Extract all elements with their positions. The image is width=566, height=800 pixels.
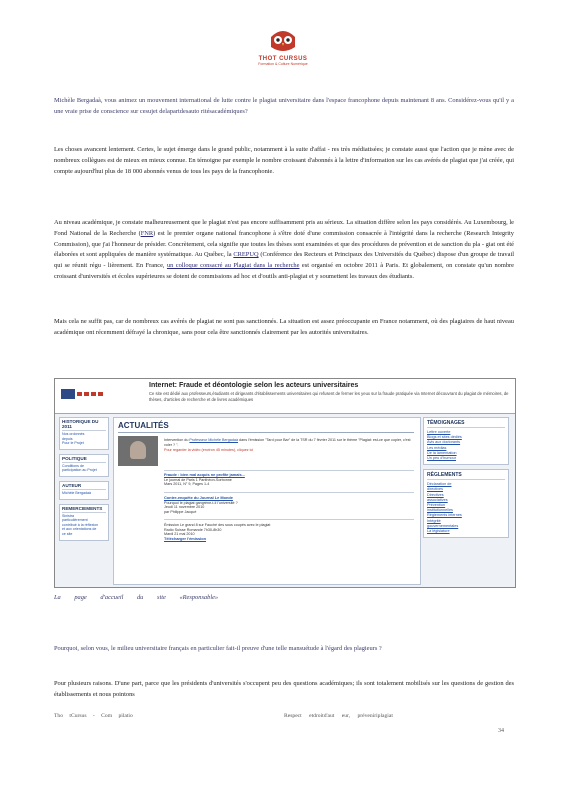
logo-tagline: Formation & Culture Numérique	[258, 62, 308, 66]
owl-logo-icon	[266, 25, 300, 55]
crepuq-link[interactable]: CREPUQ	[233, 251, 259, 259]
sidebar-box-remerciements	[59, 504, 109, 541]
answer-2-part-4: est organisé en octobre 2011 à Paris. Et globalement, on constate qu'un nombre croissant d'universités et écoles supérieures se dotent de commissions ad hoc et d'outils anti-plagiat et y soumettent les travaux des étudiants.	[54, 262, 514, 280]
site-title: Internet: Fraude et déontologie selon les acteurs universitaires	[149, 382, 359, 389]
sidebar-link[interactable]: Un peu d'humour	[427, 456, 457, 461]
sidebar-link[interactable]: et aux orientations de	[62, 527, 97, 532]
news-panel	[113, 417, 421, 585]
news-1-body: dans l'émission "Tard pour Bar" de la TSR du 7 février 2011 sur le thème "Plagiat: est-ce que copier, c'est voler ? ".	[164, 438, 411, 447]
sidebar-link[interactable]: gouvernementales	[427, 523, 459, 528]
sidebar-link[interactable]: contribué à la réflexion	[62, 522, 99, 527]
divider	[164, 519, 414, 520]
news-3-line-1: Pourquoi le plagiat gangrène-t-il l'université ?	[164, 500, 238, 505]
news-item-4	[164, 523, 414, 542]
answer-paragraph-3: Mais cela ne suffit pas, car de nombreux cas avérés de plagiat ne sont pas sanctionnés. La situation est assez préoccupante en France notamment, où des plagiaires de haut niveau académique ont récemment défrayé la chronique, sans pour cela être sanctionnés clairement par les autorités universitaires.	[54, 318, 514, 336]
divider	[164, 470, 414, 471]
sidebar-link[interactable]: La législature	[427, 529, 450, 534]
news-item-1	[164, 438, 414, 452]
sidebar-link[interactable]: Avis aux doctorants	[427, 440, 461, 445]
sidebar-box-temoignages	[423, 417, 509, 465]
site-logo-icon	[61, 387, 109, 401]
news-2-source: Le journal de Paris 1 Panthéon-Sorbonne	[164, 477, 232, 482]
news-item-2	[164, 473, 414, 487]
news-3-title[interactable]: Contre-enquête du Journal Le Monde	[164, 495, 233, 500]
sidebar-link[interactable]: Conditions de	[62, 463, 84, 468]
sidebar-box-reglements	[423, 469, 509, 538]
fnr-link[interactable]: FNR	[140, 229, 154, 237]
video-thumbnail[interactable]	[118, 436, 158, 466]
sidebar-link[interactable]: participation au Projet	[62, 468, 97, 473]
sidebar-link[interactable]: particulièrement	[62, 518, 88, 523]
sidebar-box-title: RÈGLEMENTS	[427, 472, 505, 480]
sidebar-link[interactable]: Prévention	[427, 503, 446, 508]
answer-2-part-1: Au niveau académique, je constate malheureusement que le plagiat n'est pas encore suffisamment pris au sérieux. La situation diffère selon les pays considérés. Au Luxembourg, le Fond National de la Recherche (	[54, 219, 514, 237]
figure-caption: La page d'accueil du site «Responsable»	[54, 594, 219, 601]
professor-link[interactable]: Professeur Michèle Bergadaà	[189, 438, 239, 442]
sidebar-box-title: REMERCIEMENTS	[62, 506, 106, 513]
sidebar-box-title: HISTORIQUE DU 2011	[62, 419, 106, 431]
news-4-line-1: Émission Le grand 8 sur Fauché des sous coupés avec le plagiat	[164, 523, 271, 527]
news-2-title[interactable]: Fraude : bien mal acquis ne profite jamais...	[164, 472, 245, 477]
answer-paragraph-2	[54, 218, 514, 283]
sidebar-link[interactable]: Règlements internes	[427, 513, 462, 518]
divider	[118, 432, 414, 433]
logo-name: THOT CURSUS	[258, 56, 308, 62]
news-3-line-3: par Philippe Jacqué	[164, 510, 197, 515]
website-screenshot	[54, 378, 516, 588]
sidebar-link[interactable]: Les médias	[427, 445, 447, 450]
sidebar-box-auteur	[59, 481, 109, 500]
sidebar-link[interactable]: Pour le Projet	[62, 441, 84, 446]
sidebar-link[interactable]: associatives	[427, 497, 448, 502]
video-link[interactable]: Pour regarder la vidéo (environ 45 minutes), cliquez ici	[164, 447, 254, 452]
answer-2-part-3: (Conférence des Recteurs et Principaux des Universités du Québec) dispose d'un groupe de travail qui se réunit régu - lièrement. En France,	[54, 251, 514, 270]
sidebar-link[interactable]: depuis	[62, 436, 73, 441]
footer-right: Respect etdroitd'aut eur, préveniriplagiat	[284, 713, 393, 719]
news-4-line-2: Radio Suisse Romande 7h30-8h30	[164, 527, 222, 532]
question-1: Michèle Bergadaà, vous animez un mouvement international de lutte contre le plagiat universitaire dans l'espace francophone depuis maintenant 8 ans. Considérez-vous qu'il y a une vraie prise de conscience sur cesujet delapartdesauto ritésacadémiques?	[54, 97, 514, 115]
sidebar-link[interactable]: directives	[427, 487, 444, 492]
news-2-date: Mars 2011, N° 9, Pages 1-4	[164, 482, 210, 487]
sidebar-link[interactable]: Nos ordonnés	[62, 432, 85, 436]
sidebar-link[interactable]: Lettre ouverte	[427, 430, 451, 434]
news-item-3	[164, 496, 414, 515]
site-description: Ce site est dédié aux professeurs,étudiants et dirigeants d'établissements universitaires qui refusent de fermer les yeux sur la fraude pratiquée via Internet découvrant du plagiat de mémoires, de thèses, d'articles de recherche et de livres académiques	[149, 391, 509, 402]
news-3-line-2: Jeudi 11 novembre 2010	[164, 505, 205, 510]
left-sidebar	[59, 417, 109, 545]
page-number: 34	[498, 728, 504, 734]
person-figure	[130, 441, 146, 459]
answer-paragraph-4: Pour plusieurs raisons. D'une part, parce que les présidents d'universités s'occupent peu des questions académiques; ils sont totalement mobilisés sur les questions de gestion des établissements et nous pointons	[54, 680, 514, 698]
download-link[interactable]: Télécharger l'émission	[164, 536, 207, 542]
colloque-link[interactable]: un colloque consacré au Plagiat dans la recherche	[166, 262, 300, 270]
answer-paragraph-1: Les choses avancent lentement. Certes, le sujet émerge dans le grand public, notamment à la suite d'affai - res très médiatisées; je constate aussi que l'action que je mène avec de nombreux collègues est de mieux en mieux connue. En témoigne par exemple le nombre croissant d'abonnés à la lettre d'information sur les cas avérés de plagiat que j'ai créée, qui compte aujourd'hui plus de 18 000 abonnés venus de tous les pays de la francophonie.	[54, 146, 514, 175]
answer-2-part-2: ) est le premier organe national francophone à s'être doté d'une commission consacrée à l'intégrité dans la recherche (Research Integrity Commission), que j'ai l'honneur de présider. Concrètement, cela signifie que toutes les thèses sont examinées et que des procédures de prévention et de sanction du pla - giat ont été élaborées et sont appliquées de manière systématique. Au Québec, la	[54, 229, 514, 259]
sidebar-link[interactable]: Déclaration de	[427, 482, 452, 487]
sidebar-link[interactable]: ce site	[62, 531, 73, 536]
sidebar-link[interactable]: Michèle Bergadaà	[62, 490, 91, 495]
sidebar-link[interactable]: De la lamentation	[427, 450, 457, 455]
footer-left: Tho tCursus - Com pilatio	[54, 713, 133, 719]
sidebar-link[interactable]: institutionnelles	[427, 508, 453, 513]
sidebar-link[interactable]: Directives	[427, 492, 444, 497]
divider	[164, 492, 414, 493]
sidebar-box-title: AUTEUR	[62, 483, 106, 490]
sidebar-link[interactable]: Intégrité	[427, 518, 441, 523]
thot-cursus-logo	[250, 25, 316, 75]
site-header	[55, 379, 515, 414]
question-2: Pourquoi, selon vous, le milieu universitaire français en particulier fait-il preuve d'une telle mansuétude à l'égard des plagieurs ?	[54, 645, 382, 652]
news-4-line-3: Mardi 21 mai 2010	[164, 532, 195, 537]
sidebar-box-title: TÉMOIGNAGES	[427, 420, 505, 428]
news-1-pre: Intervention du	[164, 438, 190, 442]
sidebar-box-politique	[59, 454, 109, 477]
right-sidebar	[423, 417, 509, 542]
sidebar-box-title: POLITIQUE	[62, 456, 106, 463]
sidebar-link[interactable]: Blogs et sites dédiés	[427, 435, 462, 440]
sidebar-box-historique	[59, 417, 109, 450]
news-heading: ACTUALITÉS	[118, 421, 169, 430]
sidebar-link[interactable]: Sinistra	[62, 513, 74, 518]
